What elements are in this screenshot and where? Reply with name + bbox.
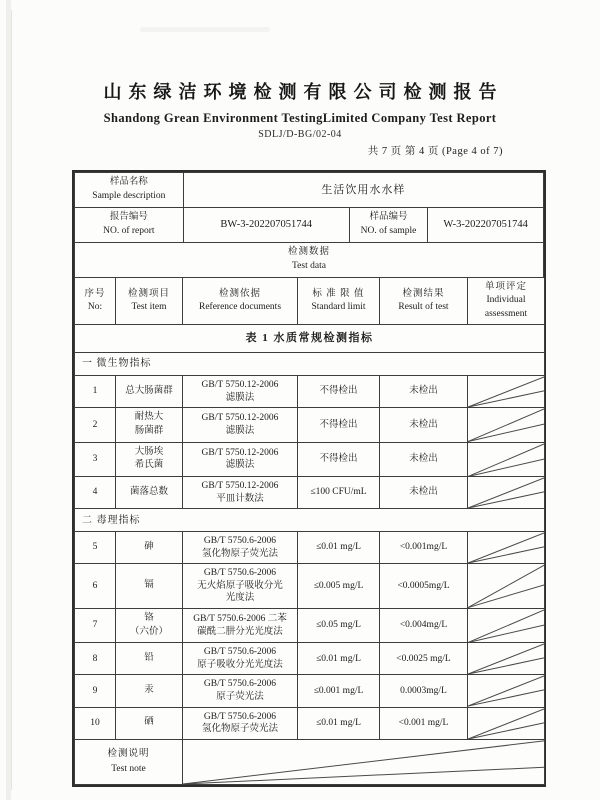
row-no: 6 xyxy=(75,564,116,609)
diagonal-slash-icon xyxy=(468,564,544,608)
document-code: SDLJ/D-BG/02-04 xyxy=(258,129,342,140)
standard-limit: ≤0.01 mg/L xyxy=(298,707,380,739)
col-header-result xyxy=(380,278,468,325)
test-note-label xyxy=(75,739,183,784)
test-result: <0.001 mg/L xyxy=(380,707,468,739)
table-title: 表 1 水质常规检测指标 xyxy=(75,325,545,353)
sample-name-label-cn: 样品名称 xyxy=(109,177,148,188)
reference-doc: GB/T 5750.6-2006 二苯 碳酰二肼分光光度法 xyxy=(183,608,298,643)
reference-doc: GB/T 5750.6-2006 原子吸收分光光度法 xyxy=(183,643,298,675)
test-result: 未检出 xyxy=(380,442,468,477)
test-result: 0.0003mg/L xyxy=(380,675,468,707)
report-no-label-en: NO. of report xyxy=(103,226,155,236)
test-data-heading-cn: 检测数据 xyxy=(287,247,330,258)
test-data-row xyxy=(75,243,544,278)
test-note-value-cell xyxy=(183,739,545,784)
diagonal-slash-icon xyxy=(468,408,544,442)
test-item: 铅 xyxy=(116,643,183,675)
assessment-cell xyxy=(468,376,545,408)
col-header-limit xyxy=(298,278,380,325)
reference-doc: GB/T 5750.6-2006 氢化物原子荧光法 xyxy=(183,707,298,739)
table-row xyxy=(75,376,545,408)
standard-limit: 不得检出 xyxy=(298,442,380,477)
diagonal-slash-icon xyxy=(468,643,544,674)
standard-limit: ≤100 CFU/mL xyxy=(298,477,380,509)
row-no: 5 xyxy=(75,532,116,564)
test-result: 未检出 xyxy=(380,477,468,509)
reference-doc: GB/T 5750.12-2006 平皿计数法 xyxy=(183,477,298,509)
results-body xyxy=(75,353,545,740)
sample-no-label xyxy=(349,208,427,243)
assessment-cell xyxy=(468,477,545,509)
results-table xyxy=(74,278,545,785)
row-no: 8 xyxy=(75,643,116,675)
section-row xyxy=(75,353,545,376)
col-header-result-en: Result of test xyxy=(398,302,449,312)
test-result: 未检出 xyxy=(380,408,468,443)
report-number-row xyxy=(75,208,544,243)
diagonal-slash-icon xyxy=(468,609,544,643)
assessment-cell xyxy=(468,643,545,675)
row-no: 7 xyxy=(75,608,116,643)
test-item: 菌落总数 xyxy=(116,477,183,509)
row-no: 4 xyxy=(75,477,116,509)
section-label: 二 毒理指标 xyxy=(75,509,545,532)
assessment-cell xyxy=(468,675,545,707)
standard-limit: ≤0.01 mg/L xyxy=(298,643,380,675)
standard-limit: ≤0.005 mg/L xyxy=(298,564,380,609)
sample-name-label xyxy=(75,173,184,208)
assessment-cell xyxy=(468,532,545,564)
sample-name-value: 生活饮用水水样 xyxy=(183,173,543,208)
test-item: 总大肠菌群 xyxy=(116,376,183,408)
test-note-label-cn: 检测说明 xyxy=(107,749,150,760)
table-title-row xyxy=(75,325,545,353)
report-header xyxy=(0,78,600,140)
table-row xyxy=(75,707,545,739)
standard-limit: 不得检出 xyxy=(298,376,380,408)
table-row xyxy=(75,477,545,509)
reference-doc: GB/T 5750.12-2006 滤膜法 xyxy=(183,408,298,443)
scan-smudge xyxy=(140,27,270,32)
table-row xyxy=(75,675,545,707)
page-indicator: 共 7 页 第 4 页 (Page 4 of 7) xyxy=(367,146,503,157)
col-header-item xyxy=(116,278,183,325)
sample-name-label-en: Sample description xyxy=(92,191,166,201)
report-title-cn: 山东绿洁环境检测有限公司检测报告 xyxy=(103,82,504,102)
sample-no-label-cn: 样品编号 xyxy=(369,212,408,223)
section-row xyxy=(75,509,545,532)
col-header-no xyxy=(75,278,116,325)
col-header-item-en: Test item xyxy=(131,302,167,312)
test-report-table xyxy=(72,170,546,787)
diagonal-slash-icon xyxy=(183,740,544,784)
col-header-result-cn: 检测结果 xyxy=(402,288,445,299)
table-row xyxy=(75,608,545,643)
sample-name-row xyxy=(75,173,544,208)
col-header-no-en: No: xyxy=(87,302,103,312)
col-header-no-cn: 序号 xyxy=(84,288,106,299)
test-item: 镉 xyxy=(116,564,183,609)
report-no-value: BW-3-202207051744 xyxy=(183,208,349,243)
col-header-limit-en: Standard limit xyxy=(311,302,366,312)
col-header-reference-cn: 检测依据 xyxy=(218,288,261,299)
diagonal-slash-icon xyxy=(468,675,544,706)
test-note-label-en: Test note xyxy=(111,763,146,774)
diagonal-slash-icon xyxy=(468,477,544,508)
assessment-cell xyxy=(468,408,545,443)
row-no: 2 xyxy=(75,408,116,443)
standard-limit: ≤0.05 mg/L xyxy=(298,608,380,643)
col-header-assessment-en: Individual assessment xyxy=(484,295,528,319)
col-header-assessment xyxy=(468,278,545,325)
report-no-label xyxy=(75,208,184,243)
table-row xyxy=(75,408,545,443)
test-data-heading xyxy=(75,243,544,278)
row-no: 10 xyxy=(75,707,116,739)
test-result: <0.004mg/L xyxy=(380,608,468,643)
row-no: 1 xyxy=(75,376,116,408)
reference-doc: GB/T 5750.12-2006 滤膜法 xyxy=(183,376,298,408)
reference-doc: GB/T 5750.6-2006 氢化物原子荧光法 xyxy=(183,532,298,564)
row-no: 9 xyxy=(75,675,116,707)
section-label: 一 微生物指标 xyxy=(75,353,545,376)
col-header-assessment-cn: 单项评定 xyxy=(484,282,527,293)
diagonal-slash-icon xyxy=(468,443,544,477)
sample-no-value: W-3-202207051744 xyxy=(428,208,544,243)
results-header-row xyxy=(75,278,545,325)
standard-limit: ≤0.01 mg/L xyxy=(298,532,380,564)
col-header-reference xyxy=(183,278,298,325)
test-item: 汞 xyxy=(116,675,183,707)
diagonal-slash-icon xyxy=(468,532,544,563)
test-item: 硒 xyxy=(116,707,183,739)
test-item: 铬 （六价） xyxy=(116,608,183,643)
table-row xyxy=(75,564,545,609)
reference-doc: GB/T 5750.6-2006 原子荧光法 xyxy=(183,675,298,707)
test-note-row xyxy=(75,739,545,784)
table-row xyxy=(75,532,545,564)
test-item: 耐热大 肠菌群 xyxy=(116,408,183,443)
table-row xyxy=(75,442,545,477)
assessment-cell xyxy=(468,608,545,643)
table-row xyxy=(75,643,545,675)
diagonal-slash-icon xyxy=(468,708,544,739)
reference-doc: GB/T 5750.12-2006 滤膜法 xyxy=(183,442,298,477)
col-header-limit-cn: 标 准 限 值 xyxy=(312,288,365,299)
test-result: <0.0025 mg/L xyxy=(380,643,468,675)
test-item: 大肠埃 希氏菌 xyxy=(116,442,183,477)
test-item: 砷 xyxy=(116,532,183,564)
test-result: 未检出 xyxy=(380,376,468,408)
reference-doc: GB/T 5750.6-2006 无火焰原子吸收分光 光度法 xyxy=(183,564,298,609)
assessment-cell xyxy=(468,707,545,739)
col-header-item-cn: 检测项目 xyxy=(127,288,170,299)
report-title-en: Shandong Grean Environment TestingLimited Company Test Report xyxy=(103,111,497,125)
standard-limit: ≤0.001 mg/L xyxy=(298,675,380,707)
sample-no-label-en: NO. of sample xyxy=(360,226,417,236)
test-result: <0.0005mg/L xyxy=(380,564,468,609)
diagonal-slash-icon xyxy=(468,376,544,407)
row-no: 3 xyxy=(75,442,116,477)
assessment-cell xyxy=(468,442,545,477)
test-data-heading-en: Test data xyxy=(292,261,326,271)
sample-info-table xyxy=(74,172,544,278)
report-no-label-cn: 报告编号 xyxy=(109,212,148,223)
test-result: <0.001mg/L xyxy=(380,532,468,564)
col-header-reference-en: Reference documents xyxy=(198,302,282,312)
assessment-cell xyxy=(468,564,545,609)
standard-limit: 不得检出 xyxy=(298,408,380,443)
